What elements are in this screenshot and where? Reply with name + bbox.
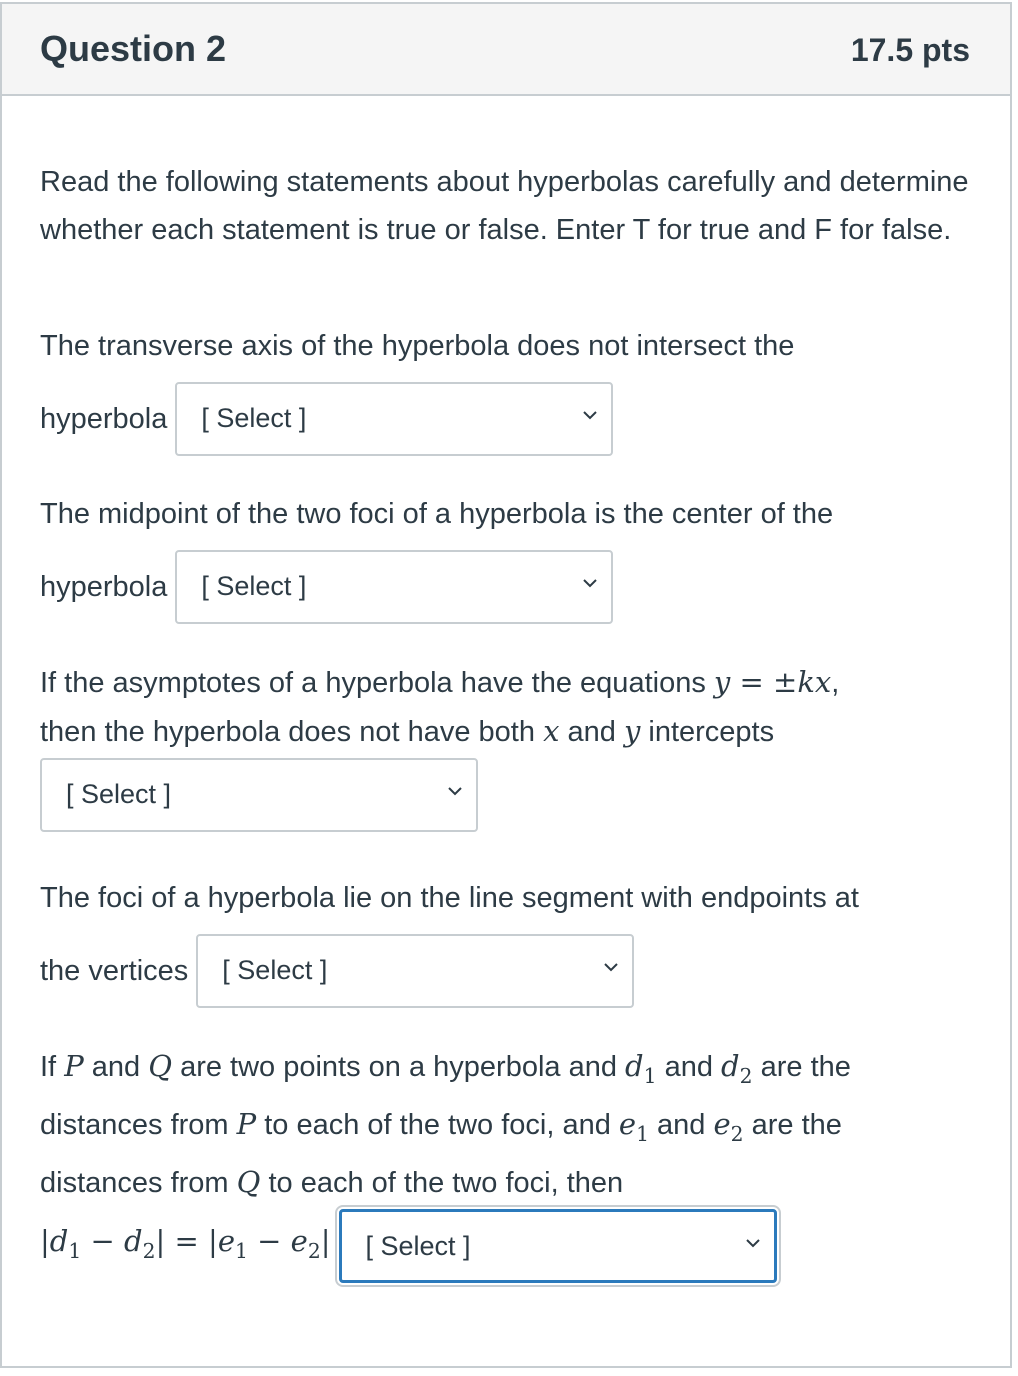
statement-1-select[interactable] xyxy=(175,382,613,456)
select-placeholder: [ Select ] xyxy=(66,779,172,809)
subscript-2: 2 xyxy=(739,1063,753,1088)
var-P: P xyxy=(236,1106,257,1141)
var-Q: Q xyxy=(236,1164,261,1199)
question-points: 17.5 pts xyxy=(850,32,970,68)
var-e2 xyxy=(713,1106,744,1146)
chevron-down-icon xyxy=(581,406,599,424)
subscript-2: 2 xyxy=(307,1238,321,1263)
statement-5-text-4: to each of the two foci, and xyxy=(264,1108,611,1141)
statement-5-and: and xyxy=(657,1108,706,1141)
chevron-down-icon xyxy=(602,958,620,976)
chevron-down-icon xyxy=(744,1234,762,1252)
var-Q: Q xyxy=(148,1049,172,1083)
equation-kx: kx xyxy=(797,665,832,699)
statement-5-and: and xyxy=(91,1051,141,1083)
statement-5-text-5: are the xyxy=(751,1108,842,1141)
abs-bar: | xyxy=(40,1223,50,1258)
subscript-2: 2 xyxy=(142,1238,156,1263)
minus-sign: − xyxy=(247,1223,291,1258)
minus-sign: − xyxy=(81,1223,125,1258)
statement-5-text-line2 xyxy=(40,1100,980,1158)
var-e: e xyxy=(290,1223,308,1258)
statement-5-select[interactable] xyxy=(339,1209,777,1283)
select-placeholder: [ Select ] xyxy=(222,955,328,985)
statement-1-text-line2: hyperbola xyxy=(40,403,168,435)
statement-4 xyxy=(40,874,980,1010)
statement-5-text-6: distances from xyxy=(40,1166,229,1199)
equals-sign: = xyxy=(165,1223,209,1258)
select-placeholder: [ Select ] xyxy=(201,403,307,433)
question-header xyxy=(2,4,1010,96)
var-d: d xyxy=(49,1223,69,1258)
subscript-2: 2 xyxy=(730,1121,744,1146)
abs-bar: | xyxy=(155,1223,166,1258)
statement-1 xyxy=(40,322,980,458)
statement-3-text-b: then the hyperbola does not have both xyxy=(40,716,535,748)
var-e1 xyxy=(618,1106,649,1146)
var-e: e xyxy=(217,1223,235,1258)
statement-5-text-2: are the xyxy=(760,1051,851,1083)
var-d: d xyxy=(124,1223,143,1258)
statement-3-and: and xyxy=(567,716,616,748)
abs-bar: | xyxy=(320,1223,331,1258)
subscript-1: 1 xyxy=(68,1238,82,1263)
statement-3-text-line1 xyxy=(40,658,980,707)
statement-3 xyxy=(40,658,980,834)
statement-3-text-c: intercepts xyxy=(648,716,775,748)
statement-2-select[interactable] xyxy=(175,550,613,624)
var-d: d xyxy=(721,1049,740,1083)
statement-5 xyxy=(40,1042,980,1285)
equation-y: y xyxy=(713,665,731,699)
equation-abs-difference xyxy=(40,1217,331,1275)
statement-5-text-line1 xyxy=(40,1042,980,1100)
statement-5-text-7: to each of the two foci, then xyxy=(268,1166,624,1199)
statement-5-text-line3 xyxy=(40,1158,980,1207)
subscript-1: 1 xyxy=(234,1238,248,1263)
var-d2 xyxy=(721,1049,753,1088)
subscript-1: 1 xyxy=(636,1121,649,1146)
statement-2-text-line1: The midpoint of the two foci of a hyperbola is the center of the xyxy=(40,498,834,530)
statement-1-text-line1: The transverse axis of the hyperbola does not intersect the xyxy=(40,330,795,362)
statement-5-text-3: distances from xyxy=(40,1108,229,1141)
statement-5-text-1: are two points on a hyperbola and xyxy=(180,1051,617,1083)
statement-2 xyxy=(40,490,980,626)
question-instructions: Read the following statements about hyperbolas carefully and determine whether each statement is true or false. Enter T for true and F for false. xyxy=(40,166,969,246)
statement-2-text-line2: hyperbola xyxy=(40,571,168,603)
abs-bar: | xyxy=(208,1223,218,1258)
var-P: P xyxy=(64,1049,84,1083)
var-y: y xyxy=(623,714,641,748)
question-title: Question 2 xyxy=(40,28,227,69)
var-e: e xyxy=(618,1106,637,1141)
statement-5-if: If xyxy=(40,1051,57,1083)
question-card xyxy=(0,2,1012,1368)
select-placeholder: [ Select ] xyxy=(365,1230,471,1261)
statement-5-and: and xyxy=(664,1051,713,1083)
equation-op: = ± xyxy=(730,665,798,699)
var-d1 xyxy=(625,1049,657,1088)
statement-4-select[interactable] xyxy=(196,934,634,1008)
statement-4-text-line2: the vertices xyxy=(40,955,189,987)
select-placeholder: [ Select ] xyxy=(201,571,307,601)
statement-3-text-line2 xyxy=(40,707,980,756)
statement-4-text-line1: The foci of a hyperbola lie on the line segment with endpoints at xyxy=(40,882,859,914)
var-e: e xyxy=(713,1106,731,1141)
equation-comma: , xyxy=(831,667,840,699)
statement-3-select[interactable] xyxy=(40,758,478,832)
var-d: d xyxy=(625,1049,644,1083)
chevron-down-icon xyxy=(446,782,464,800)
statement-3-text-a: If the asymptotes of a hyperbola have the equations xyxy=(40,667,706,699)
subscript-1: 1 xyxy=(643,1063,657,1088)
var-x: x xyxy=(543,714,560,748)
chevron-down-icon xyxy=(581,574,599,592)
